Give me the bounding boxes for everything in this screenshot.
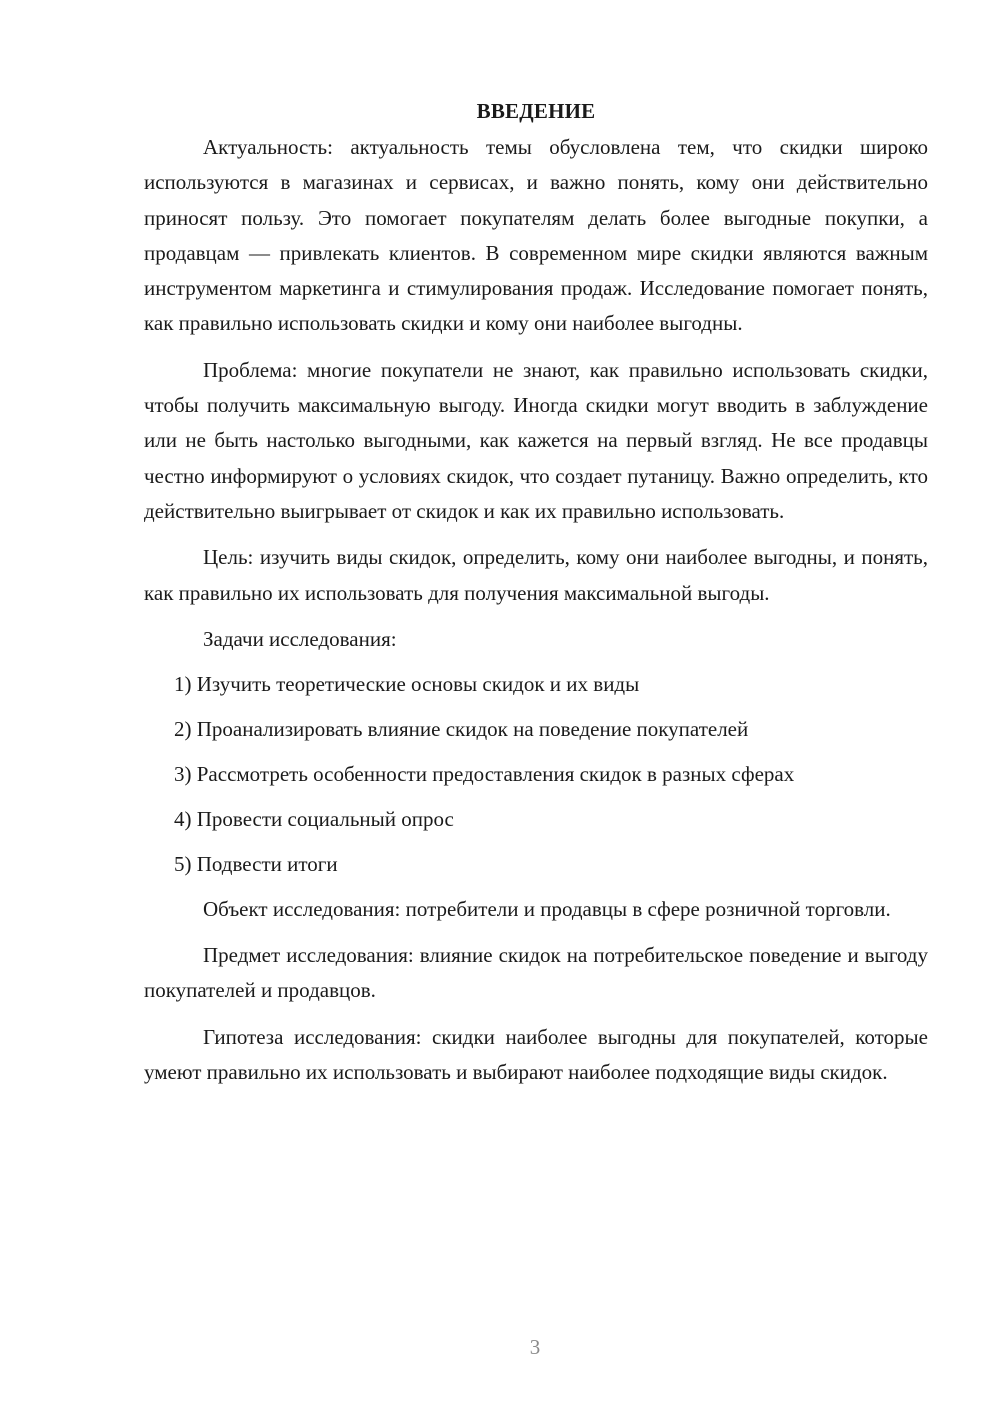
page-number: 3 [529, 1335, 541, 1359]
paragraph-object: Объект исследования: потребители и продавцы в сфере розничной торговли. [203, 896, 891, 921]
document-body [144, 96, 928, 1101]
tasks-heading: Задачи исследования: [203, 626, 397, 651]
paragraph-subject: Предмет исследования: влияние скидок на потребительское поведение и выгоду покупателей и продавцов. [144, 943, 928, 1003]
paragraph-hypothesis: Гипотеза исследования: скидки наиболее выгодны для покупателей, которые умеют правильно их использовать и выбирают наиболее подходящие виды скидок. [144, 1024, 928, 1085]
task-item-3: 3) Рассмотреть особенности предоставления скидок в разных сферах [174, 761, 795, 786]
paragraph-problem: Проблема: многие покупатели не знают, как правильно использовать скидки, чтобы получить максимальную выгоду. Иногда скидки могут вводить в заблуждение или не быть настолько выгодными, как кажется на первый взгляд. Не все продавцы честно информируют о условиях скидок, что создает путаницу. Важно определить, кто действительно выигрывает от скидок и как их правильно использовать. [144, 357, 928, 523]
paragraph-relevance: Актуальность: актуальность темы обусловлена тем, что скидки широко используются в магазинах и сервисах, и важно понять, кому они действительно приносят пользу. Это помогает покупателям делать более выгодные покупки, а продавцам — привлекать клиентов. В современном мире скидки являются важным инструментом маркетинга и стимулирования продаж. Исследование помогает понять, как правильно использовать скидки и кому они наиболее выгодны. [144, 135, 928, 336]
task-item-4: 4) Провести социальный опрос [174, 806, 454, 831]
task-item-2: 2) Проанализировать влияние скидок на поведение покупателей [174, 716, 749, 741]
paragraph-goal: Цель: изучить виды скидок, определить, кому они наиболее выгодны, и понять, как правильно их использовать для получения максимальной выгоды. [144, 545, 928, 605]
task-item-1: 1) Изучить теоретические основы скидок и их виды [174, 671, 640, 696]
tasks-list [144, 667, 928, 882]
section-title: ВВЕДЕНИЕ [476, 99, 596, 123]
task-item-5: 5) Подвести итоги [174, 851, 338, 876]
